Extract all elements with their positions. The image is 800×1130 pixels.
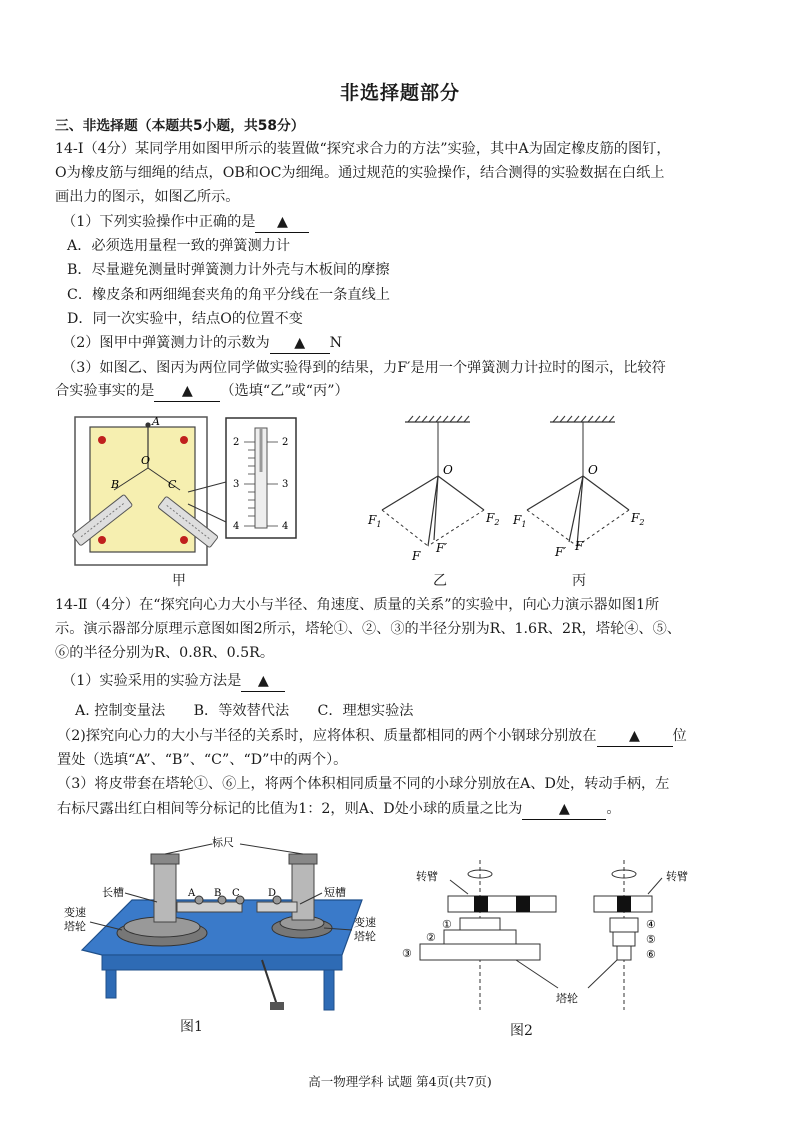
q14b-part-3-line-1: （3）将皮带套在塔轮①、⑥上，将两个体积相同质量不同的小球分别放在A、D处，转动手柄，左 [57, 776, 670, 792]
label-a: A [152, 415, 160, 428]
label-duancao: 短槽 [324, 886, 346, 899]
section-heading: 三、非选择题（本题共5小题，共58分） [55, 118, 305, 134]
q14a-part-2-unit: N [329, 335, 343, 351]
caption-yi: 乙 [433, 573, 447, 589]
tick-right-4: 4 [282, 521, 289, 532]
q14a-part-3-line-1: （3）如图乙、图丙为两位同学做实验得到的结果，力F′是用一个弹簧测力计拉时的图示，比较符 [62, 360, 666, 376]
label-c3: ③ [402, 947, 412, 960]
page-footer: 高一物理学科 试题 第4页(共7页) [308, 1074, 492, 1089]
q14b-stem-line-2: 示。演示器部分原理示意图如图2所示，塔轮①、②、③的半径分别为R、1.6R、2R，塔轮④、⑤、 [55, 621, 681, 637]
answer-blank[interactable]: ▲ [597, 726, 673, 747]
caption-figure-2: 图2 [510, 1023, 533, 1039]
label-biansu-right: 变速 [354, 916, 376, 929]
figure-jia [70, 412, 302, 572]
q14a-part-2 [62, 333, 762, 354]
answer-blank[interactable]: ▲ [255, 212, 309, 233]
figure-yi [360, 414, 520, 574]
answer-blank[interactable]: ▲ [522, 799, 606, 820]
q14b-stem-line-3: ⑥的半径分别为R、0.8R、0.5R。 [55, 645, 275, 661]
q14b-stem-line-1: 14-Ⅱ（4分）在“探究向心力大小与半径、角速度、质量的关系”的实验中，向心力演示器如图1所 [55, 597, 660, 613]
tick-left-3: 3 [233, 479, 240, 490]
caption-bing: 丙 [572, 573, 586, 589]
label-d: D [268, 888, 277, 899]
label-f: F [412, 549, 421, 563]
q14b-part-3-text: 右标尺露出红白相间等分标记的比值为1：2，则A、D处小球的质量之比为 [57, 801, 523, 817]
answer-blank[interactable]: ▲ [154, 381, 220, 402]
q14b-part-1 [62, 671, 762, 692]
q14a-part-3-text: 合实验事实的是 [55, 383, 155, 399]
label-b: B [214, 888, 222, 899]
q14b-part-2-line-2: 置处（选填“A”、“B”、“C”、“D”中的两个）。 [57, 752, 348, 768]
q14a-option-c: C．橡皮条和两细绳套夹角的角平分线在一条直线上 [67, 287, 390, 303]
label-f-prime: F′ [436, 541, 448, 555]
q14a-part-1 [62, 212, 762, 233]
label-c: C [168, 478, 177, 491]
label-talun-right: 塔轮 [354, 930, 376, 943]
q14a-option-a: A．必须选用量程一致的弹簧测力计 [67, 238, 291, 254]
q14a-stem-line-2: O为橡皮筋与细绳的结点，OB和OC为细绳。通过规范的实验操作，结合测得的实验数据在白纸上 [55, 165, 665, 181]
q14a-part-3-line-2 [55, 381, 755, 402]
label-zhuanbi-left: 转臂 [416, 870, 438, 883]
q14a-stem-line-1: 14-Ⅰ（4分）某同学用如图甲所示的装置做“探究求合力的方法”实验，其中A为固定橡皮筋的图钉， [55, 141, 671, 157]
label-zhuanbi-right: 转臂 [666, 870, 688, 883]
caption-jia: 甲 [172, 573, 186, 589]
figure-1-demonstrator [62, 830, 392, 1020]
figure-bing [505, 414, 665, 574]
label-f1: $F_1$ [368, 513, 382, 529]
q14a-option-d: D．同一次实验中，结点O的位置不变 [67, 311, 303, 327]
label-c4: ④ [646, 918, 656, 931]
answer-blank[interactable]: ▲ [241, 671, 285, 692]
q14a-stem-line-3: 画出力的图示，如图乙所示。 [55, 189, 240, 205]
q14b-part-3-line-2 [57, 799, 757, 820]
q14b-part-3-tail: 。 [606, 801, 621, 817]
label-a: A [188, 888, 196, 899]
label-c1: ① [442, 918, 452, 931]
label-f-prime: F′ [555, 545, 567, 559]
q14b-part-1-text: （1）实验采用的实验方法是 [62, 673, 242, 689]
label-c6: ⑥ [646, 948, 656, 961]
q14b-part-2-text: （2)探究向心力的大小与半径的关系时，应将体积、质量都相同的两个小钢球分别放在 [57, 728, 597, 744]
q14a-part-3-hint: （选填“乙”或“丙”） [220, 383, 349, 399]
q14b-part-2-tail: 位 [672, 728, 687, 744]
label-biansu-left: 变速 [64, 906, 86, 919]
tick-right-3: 3 [282, 479, 289, 490]
label-o: O [141, 454, 151, 467]
label-f1: $F_1$ [513, 513, 527, 529]
q14a-part-1-text: （1）下列实验操作中正确的是 [62, 214, 256, 230]
label-talun-left: 塔轮 [64, 920, 86, 933]
label-o: O [588, 463, 598, 477]
figure-2-schematic [398, 850, 728, 1015]
label-f2: $F_2$ [631, 511, 645, 527]
q14a-part-2-text: （2）图甲中弹簧测力计的示数为 [62, 335, 270, 351]
label-c2: ② [426, 931, 436, 944]
label-talun: 塔轮 [556, 992, 578, 1005]
label-o: O [443, 463, 453, 477]
label-biaochi: 标尺 [212, 836, 234, 849]
q14a-option-b: B．尽量避免测量时弹簧测力计外壳与木板间的摩擦 [67, 262, 390, 278]
q14b-part-2-line-1 [57, 726, 757, 747]
label-f: F [575, 539, 584, 553]
answer-blank[interactable]: ▲ [270, 333, 330, 354]
tick-right-2: 2 [282, 437, 289, 448]
label-f2: $F_2$ [486, 511, 500, 527]
tick-left-2: 2 [233, 437, 240, 448]
label-changcao: 长槽 [102, 886, 124, 899]
q14b-options: A. 控制变量法 B．等效替代法 C．理想实验法 [75, 703, 414, 719]
caption-figure-1: 图1 [180, 1019, 203, 1035]
page-title: 非选择题部分 [339, 82, 460, 104]
tick-left-4: 4 [233, 521, 240, 532]
label-c5: ⑤ [646, 933, 656, 946]
label-b: B [111, 478, 120, 491]
label-c: C [232, 888, 240, 899]
